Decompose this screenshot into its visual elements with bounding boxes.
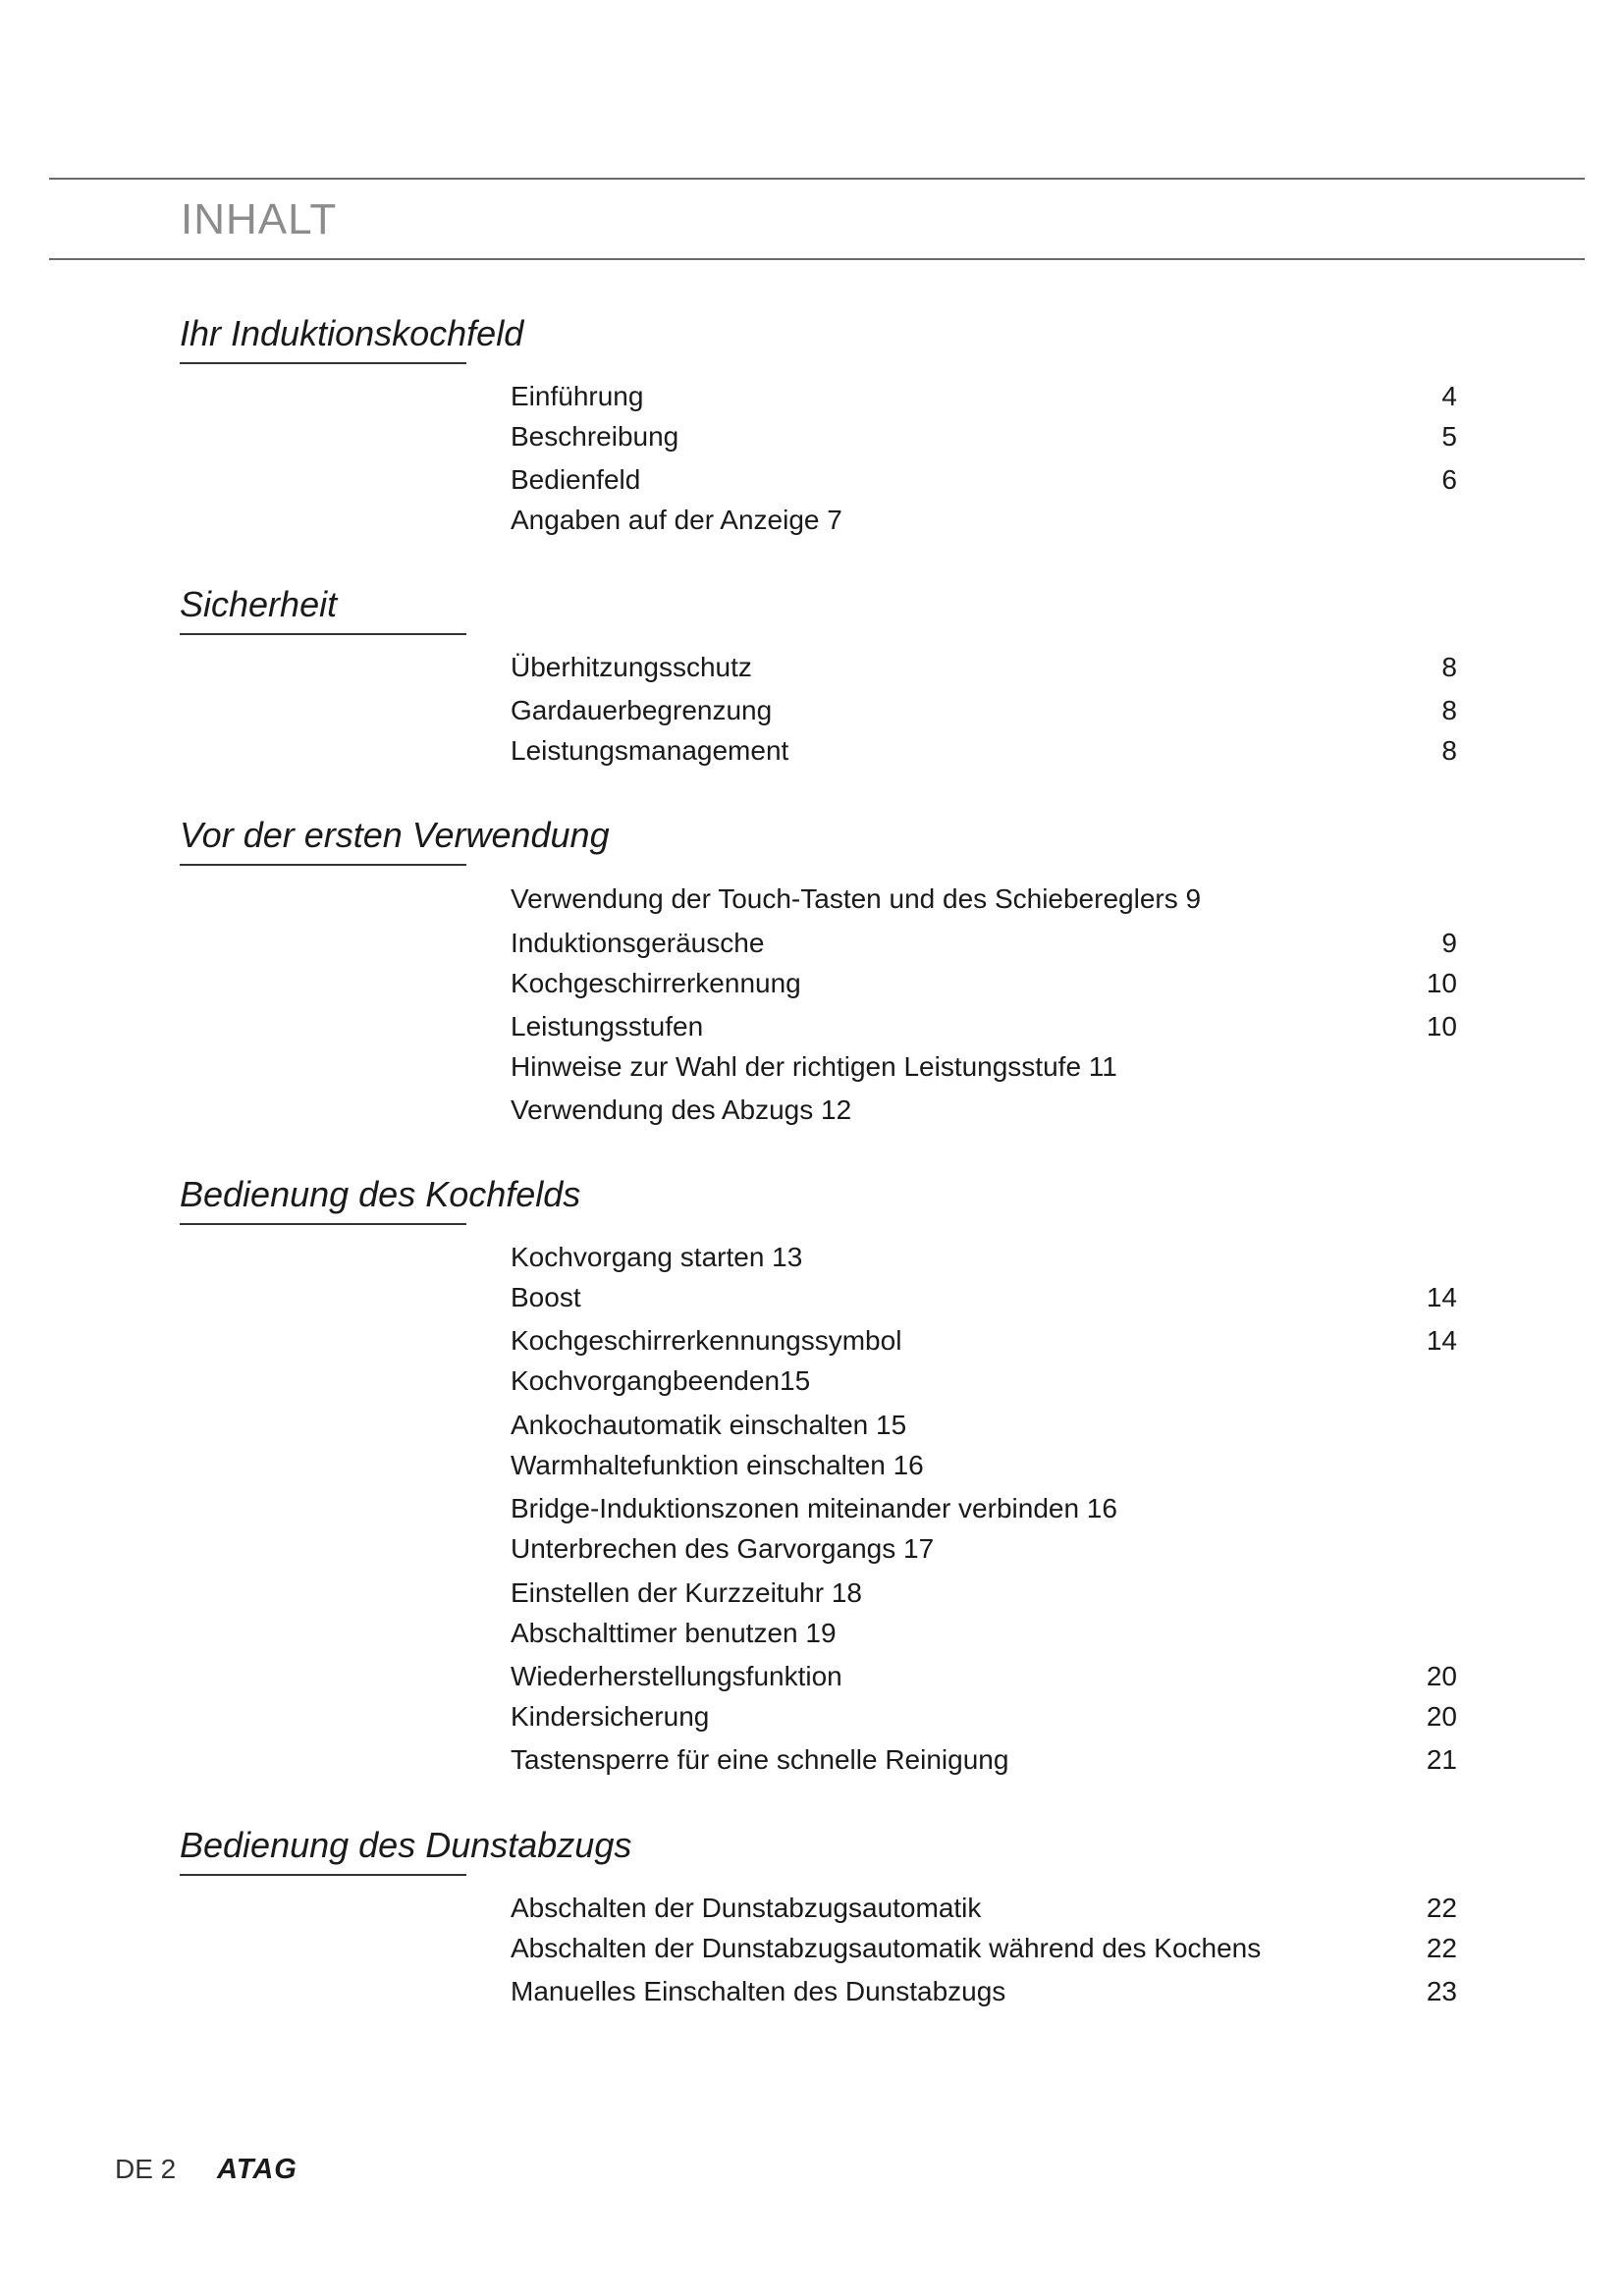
toc-entry-page: 14: [1426, 1282, 1457, 1312]
toc-entry-page: 10: [1426, 968, 1457, 998]
toc-entry[interactable]: [511, 1529, 1457, 1569]
toc-entry-label: Wiederherstellungsfunktion: [511, 1661, 842, 1691]
section-heading: Bedienung des Kochfelds: [180, 1174, 581, 1214]
toc-entry[interactable]: [511, 1740, 1457, 1780]
section-underline: [180, 864, 466, 866]
toc-entry[interactable]: [511, 501, 1457, 540]
toc-entry-label: Tastensperre für eine schnelle Reinigung: [511, 1744, 1009, 1775]
toc-entry-label: Ankochautomatik einschalten 15: [511, 1410, 907, 1440]
toc-entry[interactable]: [511, 1007, 1457, 1046]
toc-entry[interactable]: [511, 1446, 1457, 1485]
toc-entry[interactable]: [511, 1657, 1457, 1696]
section-underline: [180, 1874, 466, 1876]
section-underline: [180, 1223, 466, 1225]
toc-entry-page: 20: [1426, 1701, 1457, 1732]
toc-entry-label: Leistungsmanagement: [511, 735, 789, 766]
toc-entry[interactable]: [511, 924, 1457, 963]
toc-entry[interactable]: [511, 880, 1457, 919]
toc-entry-label: Abschalten der Dunstabzugsautomatik: [511, 1893, 982, 1923]
toc-entry-label: Überhitzungsschutz: [511, 652, 752, 682]
toc-entry[interactable]: [511, 1489, 1457, 1528]
toc-entry-label: Induktionsgeräusche: [511, 928, 765, 958]
toc-entry-label: Bridge-Induktionszonen miteinander verbinden 16: [511, 1493, 1117, 1523]
toc-entry-label: Angaben auf der Anzeige 7: [511, 505, 842, 535]
toc-entry-label: Gardauerbegrenzung: [511, 695, 773, 725]
toc-entry-label: Hinweise zur Wahl der richtigen Leistungsstufe 11: [511, 1051, 1117, 1082]
toc-entry[interactable]: [511, 1972, 1457, 2011]
toc-entry[interactable]: [511, 1614, 1457, 1653]
toc-entry-page: 5: [1441, 421, 1457, 452]
toc-entry[interactable]: [511, 377, 1457, 416]
toc-entry-page: 22: [1426, 1893, 1457, 1923]
toc-entry-page: 8: [1441, 735, 1457, 766]
toc-entry[interactable]: [511, 1574, 1457, 1613]
footer-page-number: DE 2: [115, 2154, 177, 2184]
toc-entry[interactable]: [511, 1929, 1457, 1968]
toc-entry[interactable]: [511, 648, 1457, 687]
toc-entry-page: 22: [1426, 1933, 1457, 1963]
toc-entry-label: Kochgeschirrerkennungssymbol: [511, 1325, 902, 1356]
toc-entry-page: 20: [1426, 1661, 1457, 1691]
toc-entry-label: Manuelles Einschalten des Dunstabzugs: [511, 1976, 1006, 2006]
toc-entry-label: Einführung: [511, 381, 644, 411]
toc-entry[interactable]: [511, 1091, 1457, 1130]
toc-entry-label: Kochgeschirrerkennung: [511, 968, 801, 998]
toc-entry-page: 6: [1441, 464, 1457, 495]
brand-logo: ATAG: [217, 2154, 298, 2185]
header-top-rule: [49, 178, 1585, 180]
section-heading: Vor der ersten Verwendung: [180, 815, 610, 855]
toc-entry-label: Abschalten der Dunstabzugsautomatik während des Kochens: [511, 1933, 1262, 1963]
section-underline: [180, 633, 466, 635]
toc-entry-label: Einstellen der Kurzzeituhr 18: [511, 1577, 862, 1608]
toc-entry-label: Unterbrechen des Garvorgangs 17: [511, 1533, 935, 1564]
toc-entry[interactable]: [511, 1362, 1457, 1401]
toc-entry[interactable]: [511, 417, 1457, 456]
section-underline: [180, 362, 466, 364]
section-heading: Bedienung des Dunstabzugs: [180, 1825, 632, 1865]
header-bottom-rule: [49, 258, 1585, 260]
toc-entry-label: Boost: [511, 1282, 581, 1312]
toc-entry[interactable]: [511, 1047, 1457, 1087]
toc-entry-page: 9: [1441, 928, 1457, 958]
toc-entry-label: Leistungsstufen: [511, 1011, 704, 1041]
section-heading: Sicherheit: [180, 584, 338, 624]
toc-entry-page: 4: [1441, 381, 1457, 411]
toc-entry-page: 21: [1426, 1744, 1457, 1775]
toc-entry[interactable]: [511, 1697, 1457, 1736]
toc-entry-label: Beschreibung: [511, 421, 679, 452]
toc-entry[interactable]: [511, 964, 1457, 1003]
toc-entry-label: Kochvorgangbeenden15: [511, 1365, 811, 1396]
toc-entry[interactable]: [511, 460, 1457, 500]
toc-entry-page: 10: [1426, 1011, 1457, 1041]
toc-entry[interactable]: [511, 1321, 1457, 1361]
page-footer: [115, 2150, 298, 2189]
section-heading: Ihr Induktionskochfeld: [180, 313, 524, 353]
toc-entry-page: 8: [1441, 695, 1457, 725]
toc-entry-label: Bedienfeld: [511, 464, 641, 495]
toc-entry-label: Abschalttimer benutzen 19: [511, 1618, 837, 1648]
toc-entry[interactable]: [511, 1406, 1457, 1445]
toc-entry-label: Verwendung der Touch-Tasten und des Schiebereglers 9: [511, 883, 1202, 914]
toc-entry[interactable]: [511, 1278, 1457, 1317]
page-title: INHALT: [181, 195, 338, 243]
toc-entry-label: Verwendung des Abzugs 12: [511, 1095, 852, 1125]
toc-entry[interactable]: [511, 691, 1457, 730]
toc-entry[interactable]: [511, 1889, 1457, 1928]
toc-entry-page: 8: [1441, 652, 1457, 682]
toc-entry-page: 23: [1426, 1976, 1457, 2006]
toc-entry[interactable]: [511, 731, 1457, 771]
toc-entry-label: Warmhaltefunktion einschalten 16: [511, 1450, 924, 1480]
toc-entry-label: Kochvorgang starten 13: [511, 1242, 803, 1272]
toc-entry-label: Kindersicherung: [511, 1701, 710, 1732]
toc-entry[interactable]: [511, 1238, 1457, 1277]
toc-entry-page: 14: [1426, 1325, 1457, 1356]
